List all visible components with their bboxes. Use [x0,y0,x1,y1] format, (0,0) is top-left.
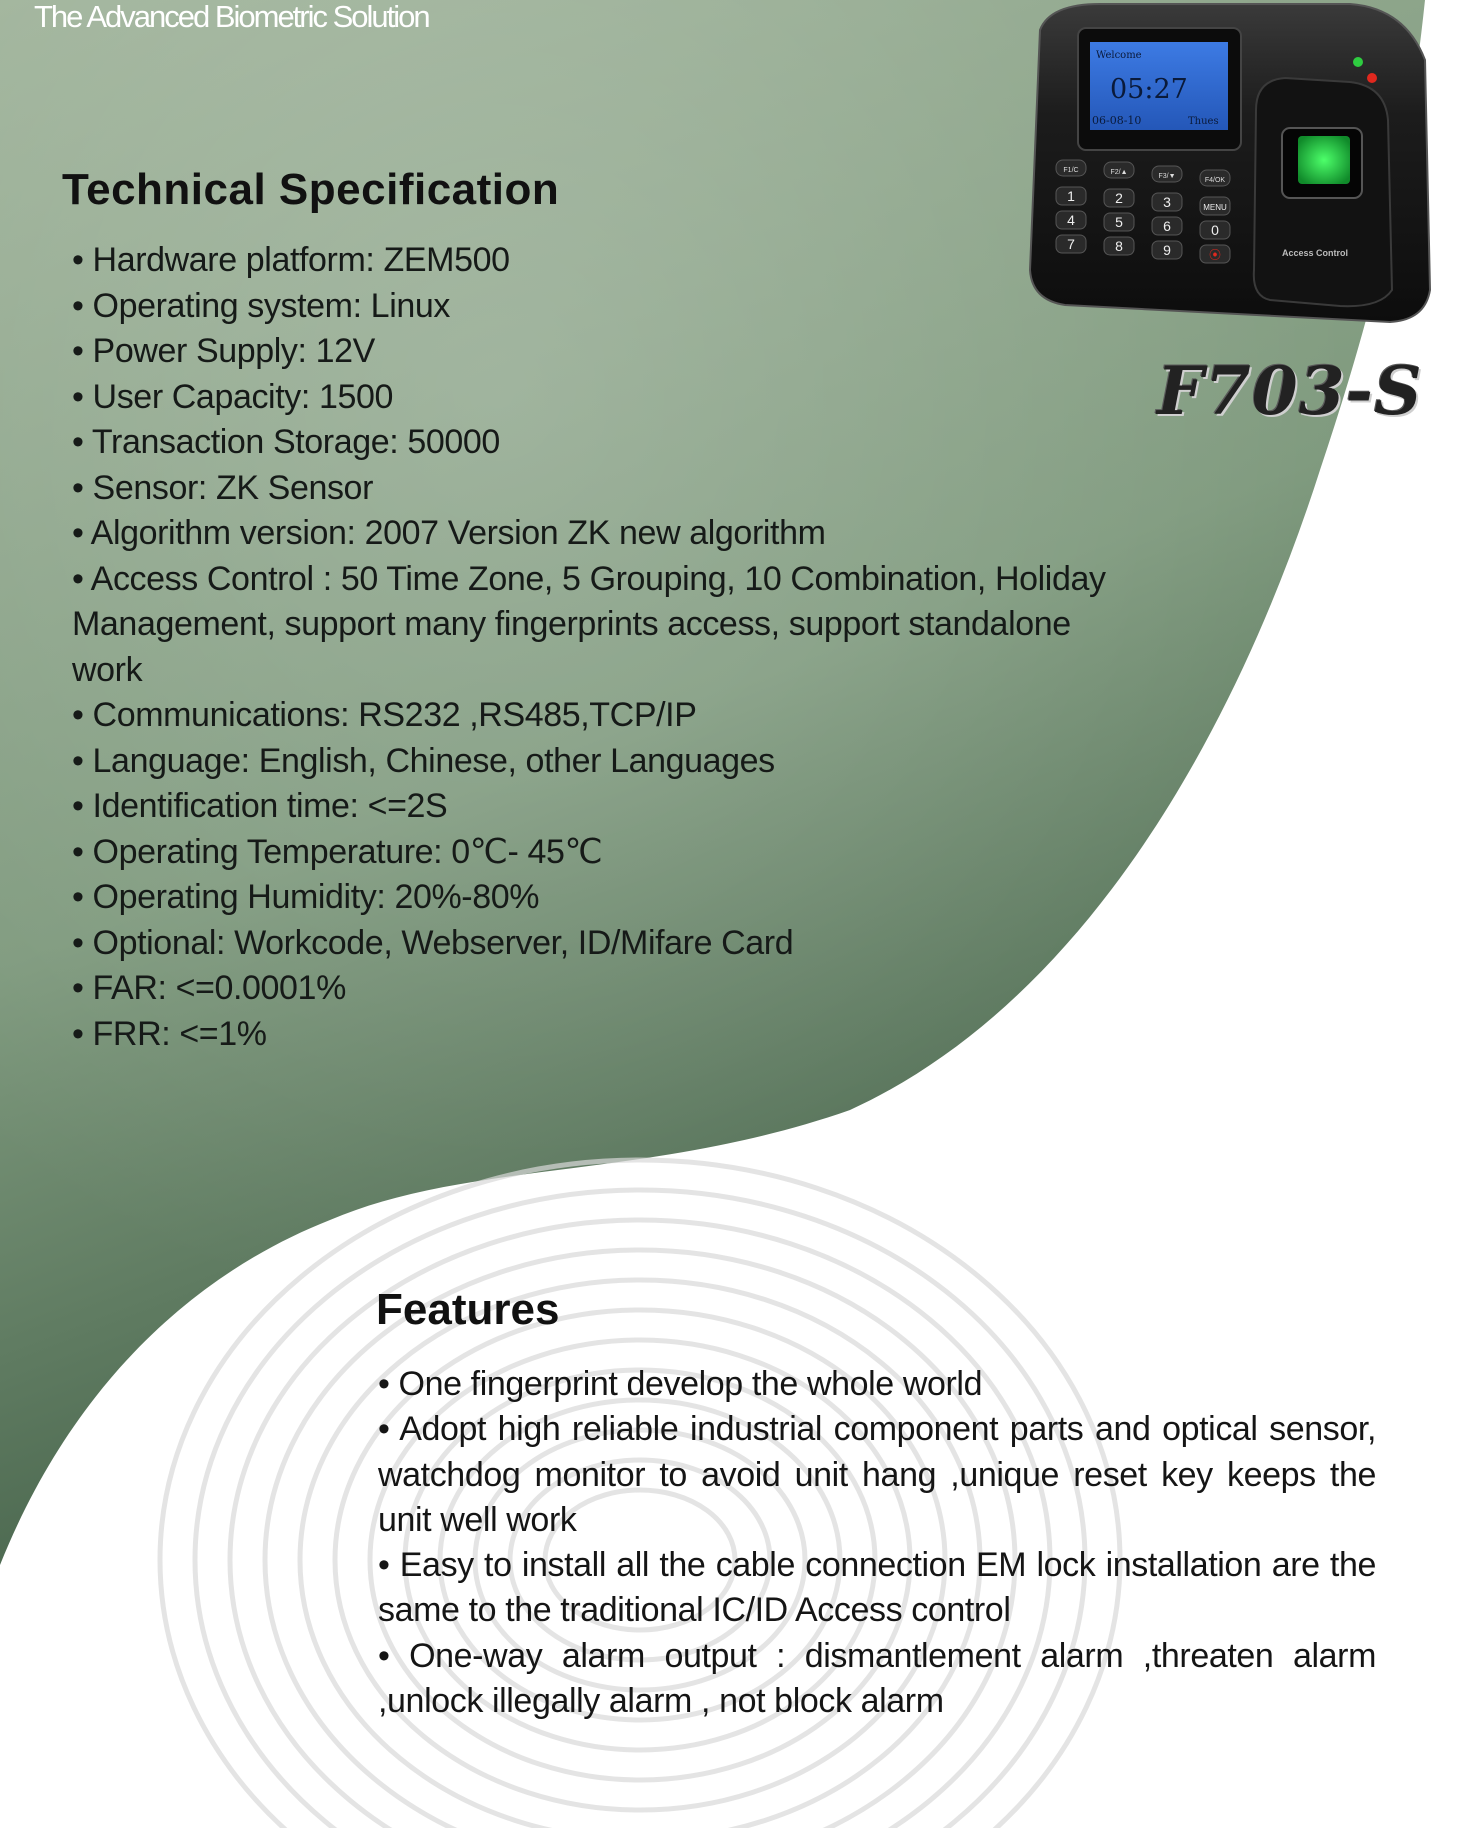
feature-item: • Easy to install all the cable connection EM lock installation are the same to the traditional IC/ID Access control [378,1546,1376,1630]
spec-item: • Hardware platform: ZEM500 [72,241,510,279]
keypad-key [1104,213,1134,231]
spec-item: • Access Control : 50 Time Zone, 5 Grouping, 10 Combination, Holiday Management, support many fingerprints access, support standalone work [72,559,1106,689]
key-label: 3 [1163,194,1171,210]
spec-item: • Communications: RS232 ,RS485,TCP/IP [72,696,697,734]
keypad-key [1200,221,1230,239]
keypad-key [1056,235,1086,253]
features-list [378,1362,1376,1724]
key-label: 9 [1163,242,1171,258]
key-label: 8 [1115,238,1123,254]
spec-item: • Identification time: <=2S [72,787,448,825]
keypad-key [1104,237,1134,255]
status-led-red [1367,73,1377,83]
key-label: F4/OK [1204,177,1226,184]
key-label: 1 [1067,188,1075,204]
spec-item: • FRR: <=1% [72,1014,267,1053]
spec-item: • Operating system: Linux [72,286,450,325]
keypad-key [1200,170,1230,186]
key-label: 5 [1115,214,1123,230]
key-label: 6 [1163,218,1171,234]
spec-item: • Power Supply: 12V [72,332,375,370]
spec-item: • Language: English, Chinese, other Languages [72,741,775,780]
spec-list [72,238,1112,1057]
keypad-key [1152,241,1182,259]
key-label: F1/C [1063,167,1079,174]
model-name: F703-S [1157,352,1423,430]
spec-item: • Operating Temperature: 0℃- 45℃ [72,832,603,871]
spec-heading: Technical Specification [62,165,560,214]
spec-item: • Sensor: ZK Sensor [72,468,373,507]
spec-item: • FAR: <=0.0001% [72,969,346,1007]
keypad-key [1056,211,1086,229]
key-label: 0 [1211,222,1219,238]
features-heading: Features [376,1285,560,1334]
key-label: F2/▲ [1110,169,1128,176]
key-label: 2 [1115,190,1123,206]
spec-item: • Algorithm version: 2007 Version ZK new algorithm [72,514,826,552]
lcd-weekday: Thues [1188,116,1219,127]
keypad-key [1152,193,1182,211]
spec-item: • Transaction Storage: 50000 [72,423,500,461]
device-illustration [1020,0,1440,335]
key-label: MENU [1203,203,1227,212]
key-label: F3/▼ [1158,173,1176,180]
lcd-greeting: Welcome [1096,50,1142,61]
lcd-time: 05:27 [1110,74,1188,105]
keypad-key [1152,166,1182,182]
keypad-key [1056,160,1086,176]
lcd-date: 06-08-10 [1092,114,1142,127]
keypad-key [1104,162,1134,178]
status-led-green [1353,57,1363,67]
keypad-key [1200,245,1230,263]
feature-item: • One-way alarm output : dismantlement alarm ,threaten alarm ,unlock illegally alarm , not block alarm [378,1636,1376,1721]
feature-item: • Adopt high reliable industrial component parts and optical sensor, watchdog monitor to avoid unit hang ,unique reset key keeps the unit well work [378,1410,1376,1539]
fingerprint-prism [1298,136,1350,184]
doorbell-key-icon: ⦿ [1208,248,1222,262]
panel-label: Access Control [1282,248,1349,258]
keypad-key [1056,187,1086,205]
keypad-key [1200,197,1230,215]
feature-item: • One fingerprint develop the whole world [378,1365,983,1403]
keypad-key [1104,189,1134,207]
spec-item: • Operating Humidity: 20%-80% [72,878,540,916]
key-label: 4 [1067,212,1075,228]
keypad-key [1152,217,1182,235]
spec-item: • Optional: Workcode, Webserver, ID/Mifare Card [72,923,794,962]
key-label: 7 [1067,236,1075,252]
brand-tagline: The Advanced Biometric Solution [34,0,429,34]
spec-item: • User Capacity: 1500 [72,377,393,416]
